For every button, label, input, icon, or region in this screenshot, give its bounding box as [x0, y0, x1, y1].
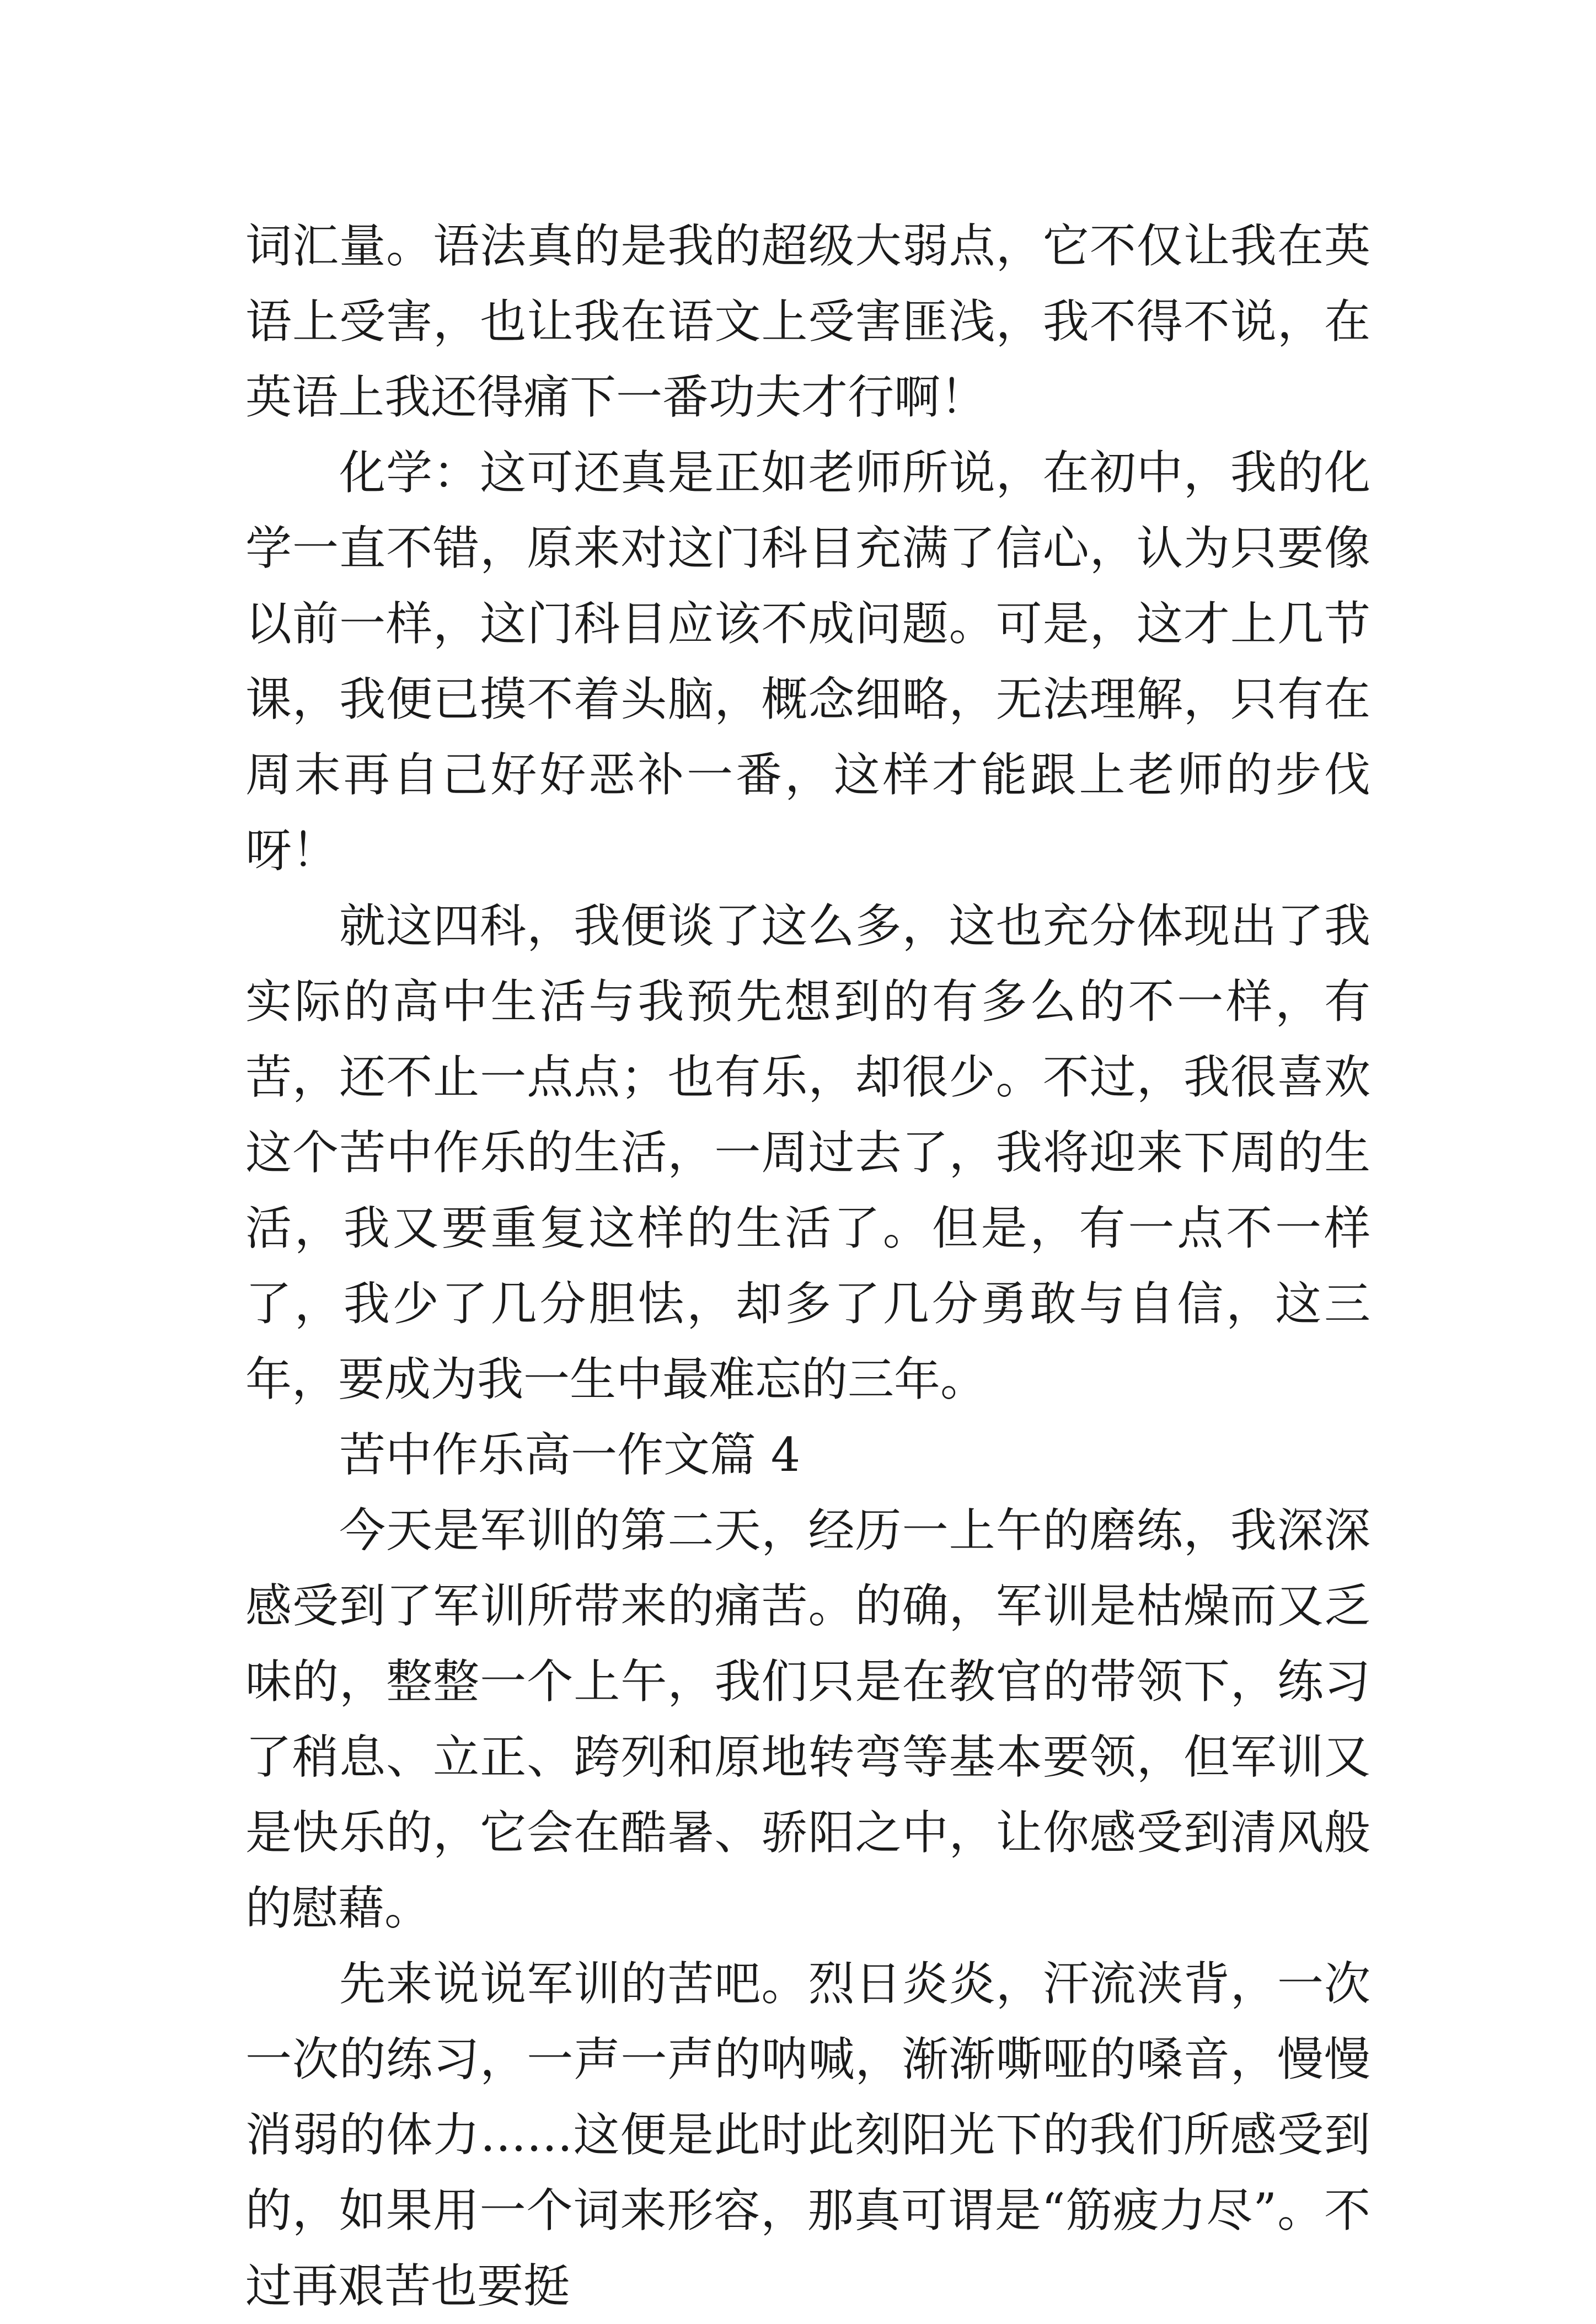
paragraph-hardship: 先来说说军训的苦吧。烈日炎炎，汗流浃背，一次一次的练习，一声一声的呐喊，渐渐嘶哑的嗓音，慢慢消弱的体力……这便是此时此刻阳光下的我们所感受到的，如果用一个词来形容，那真可谓是“筋疲力尽”。不过再艰苦也要挺 [245, 1957, 1370, 2313]
document-body [245, 208, 1370, 2324]
paragraph-military-training: 今天是军训的第二天，经历一上午的磨练，我深深感受到了军训所带来的痛苦。的确，军训是枯燥而又乏味的，整整一个上午，我们只是在教官的带领下，练习了稍息、立正、跨列和原地转弯等基本要领，但军训又是快乐的，它会在酷暑、骄阳之中，让你感受到清风般的慰藉。 [245, 1503, 1370, 1935]
paragraph-summary: 就这四科，我便谈了这么多，这也充分体现出了我实际的高中生活与我预先想到的有多么的不一样，有苦，还不止一点点；也有乐，却很少。不过，我很喜欢这个苦中作乐的生活，一周过去了，我将迎来下周的生活，我又要重复这样的生活了。但是，有一点不一样了，我少了几分胆怯，却多了几分勇敢与自信，这三年，要成为我一生中最难忘的三年。 [245, 899, 1370, 1406]
paragraph-continuation: 词汇量。语法真的是我的超级大弱点，它不仅让我在英语上受害，也让我在语文上受害匪浅，我不得不说，在英语上我还得痛下一番功夫才行啊！ [245, 219, 1370, 424]
paragraph-chemistry: 化学：这可还真是正如老师所说，在初中，我的化学一直不错，原来对这门科目充满了信心，认为只要像以前一样，这门科目应该不成问题。可是，这才上几节课，我便已摸不着头脑，概念细略，无法理解，只有在周末再自己好好恶补一番，这样才能跟上老师的步伐呀！ [245, 446, 1370, 877]
section-heading: 苦中作乐高一作文篇 4 [339, 1428, 801, 1482]
